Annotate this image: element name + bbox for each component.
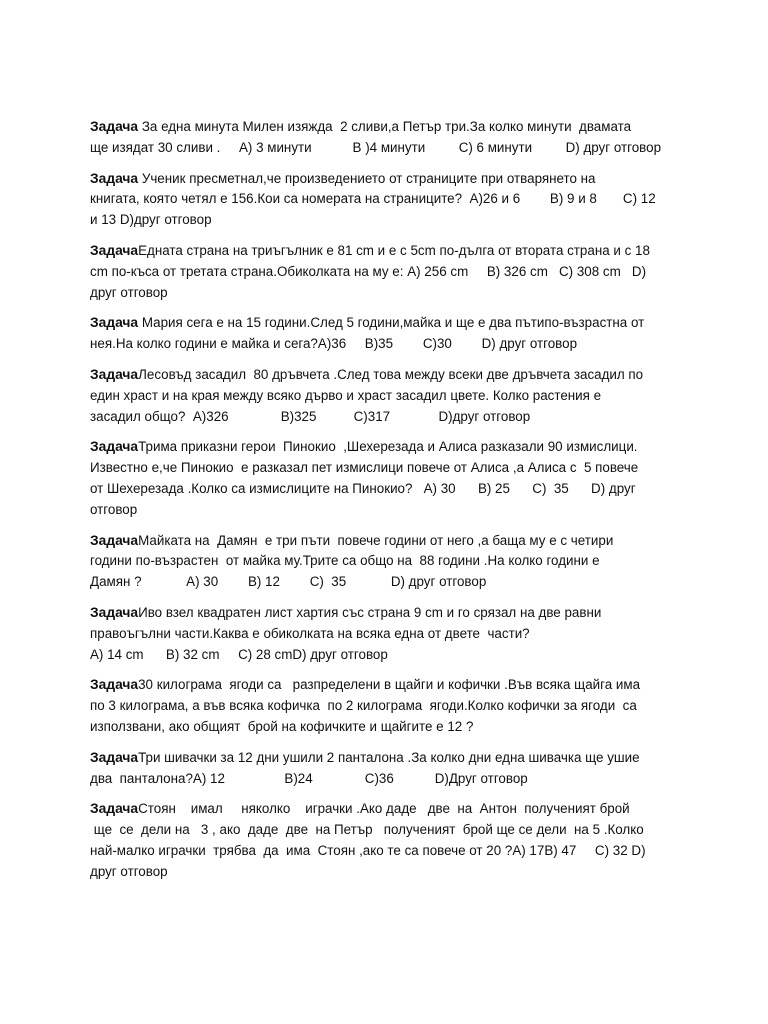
task-text: засадил общо? А)326 В)325 С)317 D)друг отговор <box>90 408 531 424</box>
task-line <box>90 603 682 624</box>
task-label: Задача <box>90 801 139 817</box>
task-line <box>90 313 682 334</box>
task-line <box>90 479 682 500</box>
task-paragraph <box>90 799 682 882</box>
task-line <box>90 437 682 458</box>
task-line <box>90 675 682 696</box>
task-line <box>90 500 682 521</box>
task-line <box>90 799 682 820</box>
task-text: ще изядат 30 сливи . А) 3 минути В )4 минути С) 6 минути D) друг отговор <box>90 139 662 155</box>
task-line <box>90 189 682 210</box>
task-label: Задача <box>90 366 139 382</box>
task-label: Задача <box>90 242 139 258</box>
task-text: Известно е,че Пинокио е разказал пет измислици повече от Алиса ,а Алиса с 5 повече <box>90 460 639 476</box>
task-line <box>90 458 682 479</box>
task-label: Задача <box>90 439 139 455</box>
task-text: друг отговор <box>90 284 168 300</box>
task-paragraph <box>90 437 682 520</box>
task-line <box>90 862 682 883</box>
task-line <box>90 262 682 283</box>
task-text: Стоян имал няколко играчки .Ако даде две на Антон полученият брой <box>138 801 630 817</box>
task-line <box>90 169 682 190</box>
task-label: Задача <box>90 119 139 134</box>
task-text: Едната страна на триъгълник е 81 cm и е с 5cm по-дълга от втората страна и с 18 <box>138 242 650 258</box>
task-line <box>90 334 682 355</box>
task-text: книгата, която четял е 156.Кои са номерата на страниците? А)26 и 6 В) 9 и 8 С) 12 <box>90 191 656 207</box>
task-text: по 3 килограма, а във всяка кофичка по 2 килограма ягоди.Колко кофички за ягоди са <box>90 698 637 714</box>
task-line <box>90 365 682 386</box>
task-text: и 13 D)друг отговор <box>90 212 212 228</box>
task-paragraph <box>90 748 682 790</box>
task-paragraph <box>90 531 682 593</box>
task-line <box>90 717 682 738</box>
task-label: Задача <box>90 315 139 331</box>
document-page <box>90 117 682 893</box>
task-line <box>90 210 682 231</box>
task-label: Задача <box>90 677 139 693</box>
task-line <box>90 696 682 717</box>
task-line <box>90 117 682 138</box>
task-line <box>90 841 682 862</box>
task-text: друг отговор <box>90 863 168 879</box>
task-text: един храст и на края между всяко дърво и храст засадил цвете. Колко растения е <box>90 387 602 403</box>
task-paragraph <box>90 169 682 231</box>
task-text: cm по-къса от третата страна.Обиколката на му е: А) 256 cm В) 326 cm С) 308 cm D) <box>90 263 647 279</box>
task-text: Лесовъд засадил 80 дръвчета .След това между всеки две дръвчета засадил по <box>138 366 644 382</box>
task-line <box>90 645 682 666</box>
task-text: Мария сега е на 15 години.След 5 години,майка и ще е два пътипо-възрастна от <box>138 315 645 331</box>
task-line <box>90 283 682 304</box>
task-text: ще се дели на 3 , ако даде две на Петър полученият брой ще се дели на 5 .Колко <box>90 822 644 838</box>
task-line <box>90 820 682 841</box>
task-text: 30 килограма ягоди са разпределени в щайги и кофички .Във всяка щайга има <box>138 677 641 693</box>
task-text: Три шивачки за 12 дни ушили 2 панталона .За колко дни една шивачка ще ушие <box>138 749 640 765</box>
task-line <box>90 531 682 552</box>
task-text: За една минута Милен изяжда 2 сливи,а Петър три.За колко минути двамата <box>138 119 632 134</box>
task-text: използвани, ако общият брой на кофичките и щайгите е 12 ? <box>90 718 474 734</box>
task-paragraph <box>90 675 682 737</box>
task-line <box>90 624 682 645</box>
task-text: най-малко играчки трябва да има Стоян ,ако те са повече от 20 ?А) 17В) 47 С) 32 D) <box>90 842 646 858</box>
task-text: Ученик пресметнал,че произведението от страниците при отварянето на <box>138 170 596 186</box>
task-paragraph <box>90 365 682 427</box>
task-label: Задача <box>90 604 139 620</box>
task-text: Дамян ? А) 30 В) 12 С) 35 D) друг отговор <box>90 574 487 590</box>
task-text: отговор <box>90 501 138 517</box>
task-line <box>90 572 682 593</box>
task-paragraph <box>90 241 682 303</box>
task-line <box>90 241 682 262</box>
task-text: от Шехерезада .Колко са измислиците на Пинокио? А) 30 В) 25 С) 35 D) друг <box>90 480 636 496</box>
task-text: Майката на Дамян е три пъти повече години от него ,а баща му е с четири <box>138 532 614 548</box>
task-paragraph <box>90 603 682 665</box>
task-paragraph <box>90 117 682 159</box>
task-line <box>90 769 682 790</box>
task-text: А) 14 cm В) 32 cm С) 28 cmD) друг отговор <box>90 646 388 662</box>
task-text: правоъгълни части.Каква е обиколката на всяка една от двете части? <box>90 625 530 641</box>
task-label: Задача <box>90 170 139 186</box>
task-line <box>90 551 682 572</box>
task-text: два панталона?А) 12 В)24 С)36 D)Друг отговор <box>90 770 528 786</box>
task-label: Задача <box>90 532 139 548</box>
task-text: Иво взел квадратен лист хартия със страна 9 cm и го срязал на две равни <box>138 604 602 620</box>
task-text: нея.На колко години е майка и сега?А)36 В)35 С)30 D) друг отговор <box>90 336 578 352</box>
task-line <box>90 407 682 428</box>
task-text: години по-възрастен от майка му.Трите са общо на 88 години .На колко години е <box>90 553 600 569</box>
task-line <box>90 138 682 159</box>
task-text: Трима приказни герои Пинокио ,Шехерезада и Алиса разказали 90 измислици. <box>138 439 638 455</box>
task-label: Задача <box>90 749 139 765</box>
task-paragraph <box>90 313 682 355</box>
task-line <box>90 748 682 769</box>
task-line <box>90 386 682 407</box>
